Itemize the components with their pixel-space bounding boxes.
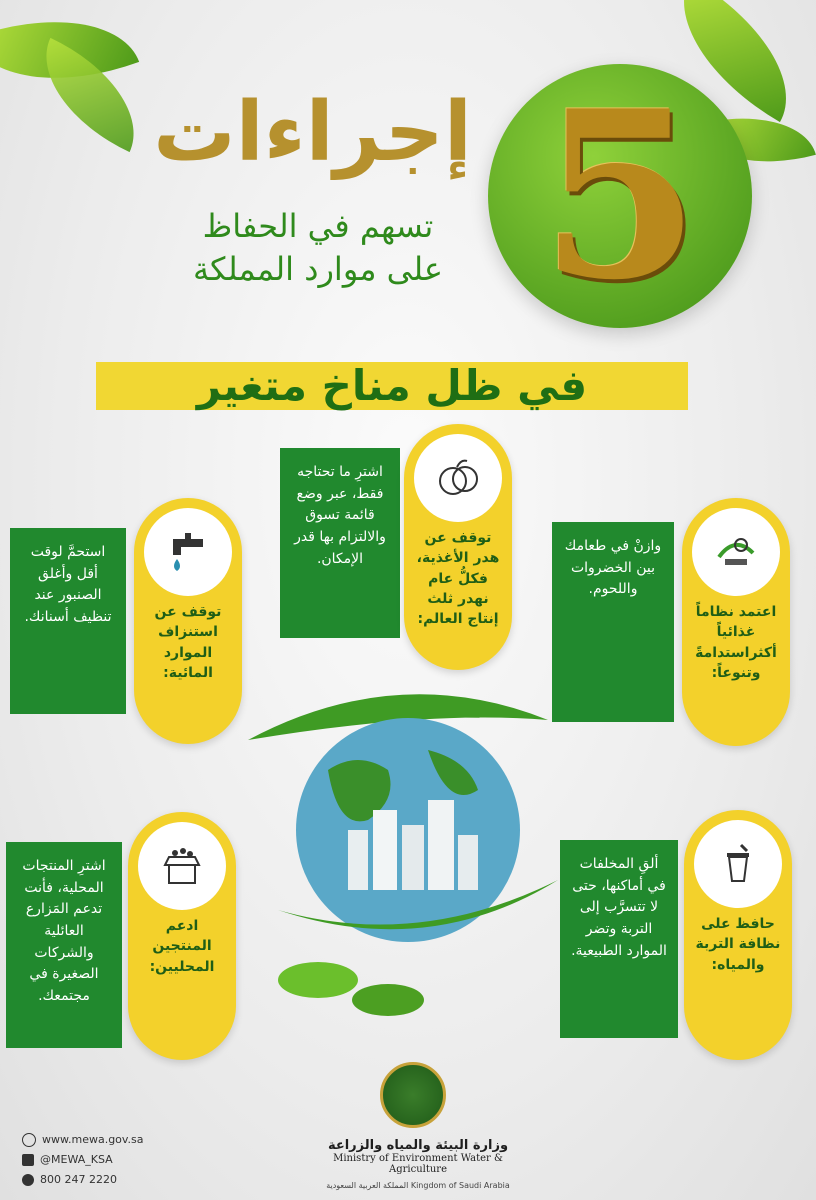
contact-info [22, 1130, 144, 1190]
number-five-badge: 5 [488, 64, 752, 328]
action-water-card: استحمَّ لوقت أقل وأغلق الصنبور عند تنظيف أسنانك. [10, 528, 126, 714]
ministry-name: وزارة البيئة والمياه والزراعة Ministry of Environment Water & Agriculture Kingdom of Saudi Arabia المملكة العربية السعودية [326, 1138, 510, 1190]
action-local-pill: ادعم المنتجين المحليين: [128, 812, 236, 1060]
market-icon [138, 822, 226, 910]
action-water-pill: توقف عن استنزاف الموارد المائية: [134, 498, 242, 744]
phone-number: 800 247 2220 [40, 1173, 117, 1186]
globe-icon [22, 1133, 36, 1147]
action-soil-card: ألقِ المخلفات في أماكنها، حتى لا تتسرَّب إلى التربة وتضر الموارد الطبيعية. [560, 840, 678, 1038]
page-title: إجراءات [153, 85, 472, 180]
social-handle[interactable]: @MEWA_KSA [40, 1153, 113, 1166]
action-soil-pill: حافظ على نظافة التربة والمياه: [684, 810, 792, 1060]
social-icons [22, 1154, 34, 1166]
page-subtitle: تسهم في الحفاظ على موارد المملكة [192, 207, 444, 289]
website-link[interactable]: www.mewa.gov.sa [42, 1133, 144, 1146]
faucet-icon [144, 508, 232, 596]
phone-icon [22, 1174, 34, 1186]
action-local-card: اشترِ المنتجات المحلية، فأنت تدعم المَزارع العائلية والشركات الصغيرة في مجتمعك. [6, 842, 122, 1048]
action-diet-card: وازنْ في طعامك بين الخضروات واللحوم. [552, 522, 674, 722]
bin-icon [694, 820, 782, 908]
fruit-icon [414, 434, 502, 522]
action-food-waste-pill: توقف عن هدر الأغذية، فكلُّ عام نهدر ثلث إنتاج العالم: [404, 424, 512, 670]
food-icon [692, 508, 780, 596]
action-diet-pill: اعتمد نظاماً غذائياً أكثراستدامةً وتنوعاً: [682, 498, 790, 746]
action-food-waste-card: اشترِ ما تحتاجه فقط، عبر وضع قائمة تسوق والالتزام بها قدر الإمكان. [280, 448, 400, 638]
ministry-logo-icon [380, 1062, 446, 1128]
climate-banner: في ظل مناخ متغير [96, 362, 688, 410]
earth-illustration [238, 660, 578, 1020]
